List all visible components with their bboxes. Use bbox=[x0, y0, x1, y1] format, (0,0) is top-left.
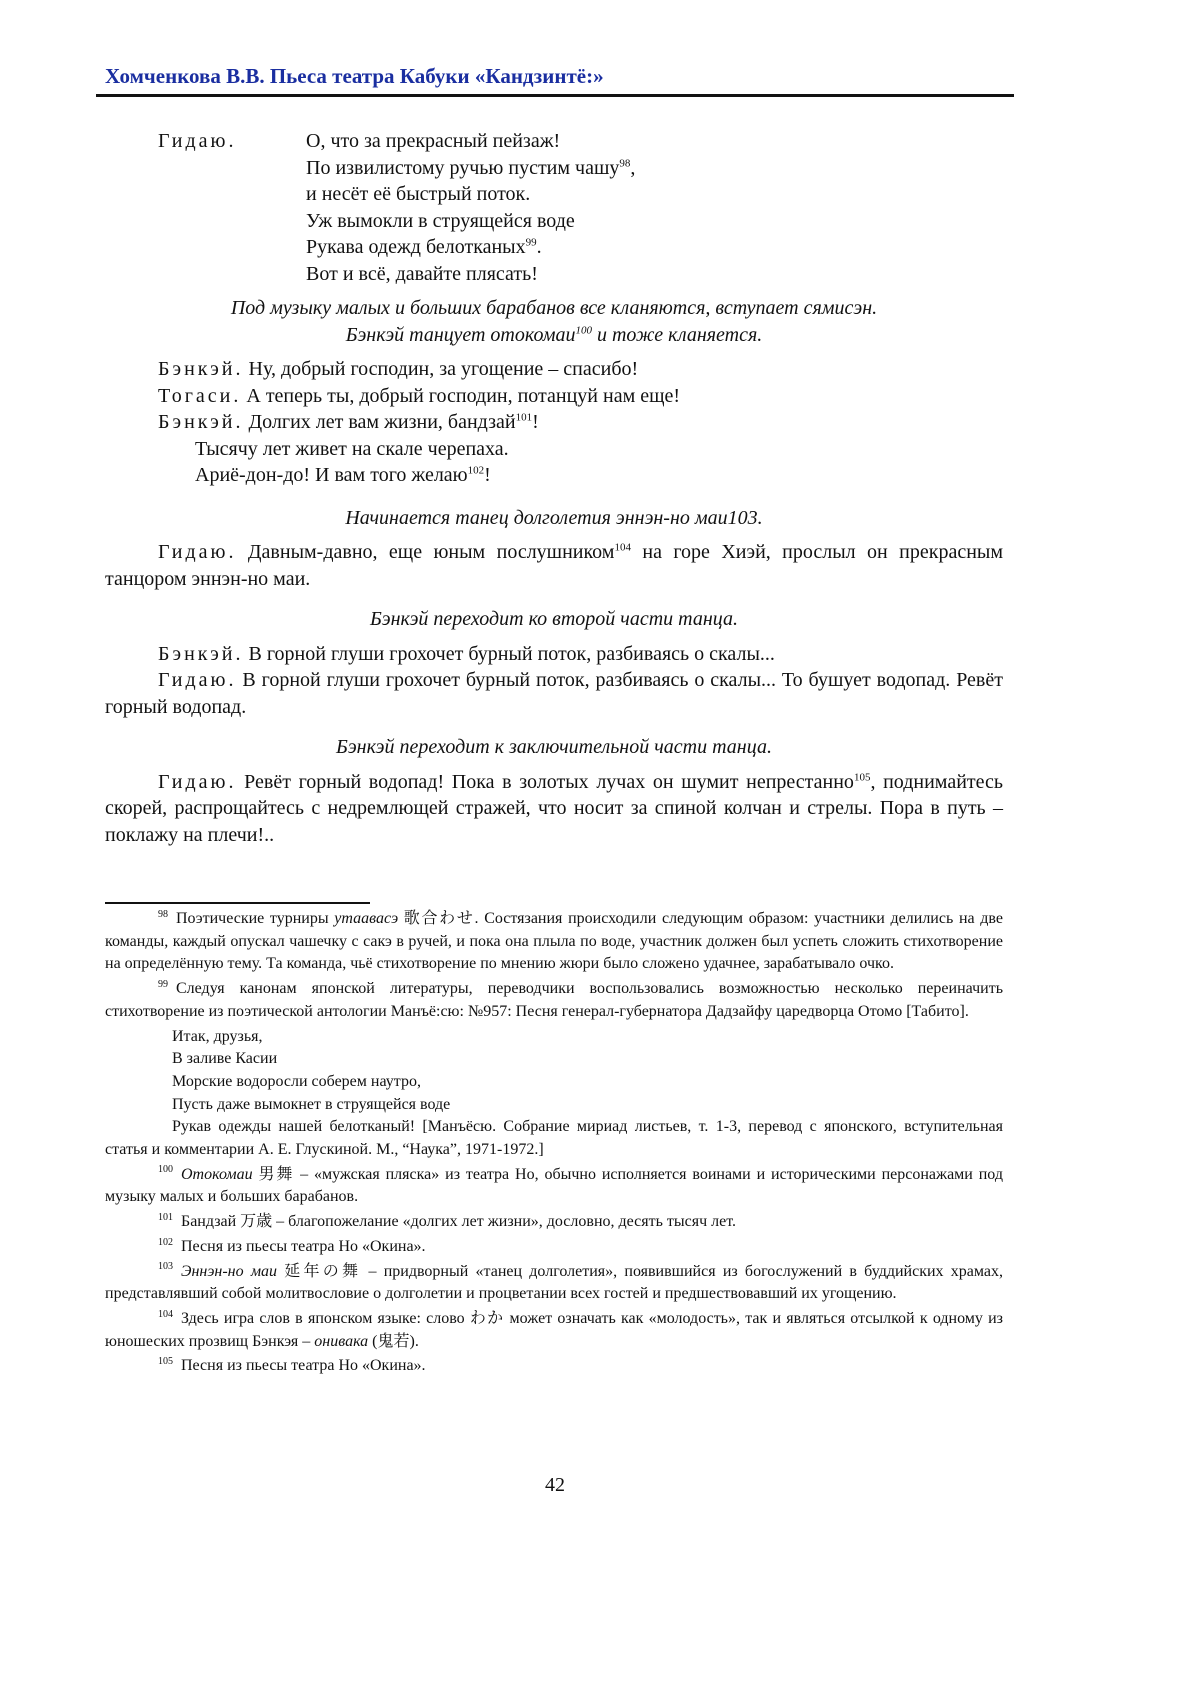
speech: Долгих лет вам жизни, бандзай bbox=[244, 411, 516, 433]
speech: А теперь ты, добрый господин, потанцуй нам еще! bbox=[241, 385, 680, 407]
speech: В горной глуши грохочет бурный поток, разбиваясь о скалы... То бушует водопад. Ревёт горный водопад. bbox=[105, 669, 1003, 718]
footnote-number: 105 bbox=[158, 1356, 173, 1367]
fn-term: онивака bbox=[314, 1333, 368, 1350]
fn-text: 延年の舞 – придворный «танец долголетия», появившийся из богослужений в буддийских храмах, представлявший собой молитвословие о долголетии и процветании всех гостей и предшествовавший их угощению. bbox=[105, 1263, 1003, 1303]
footnote-ref[interactable]: 102 bbox=[468, 464, 485, 476]
speaker: Гидаю. bbox=[158, 771, 237, 793]
punct: , bbox=[630, 157, 635, 179]
speaker: Бэнкэй. bbox=[158, 643, 244, 665]
speech: В горной глуши грохочет бурный поток, разбиваясь о скалы... bbox=[244, 643, 775, 665]
speaker: Тогаси. bbox=[158, 385, 241, 407]
footnote-separator bbox=[105, 902, 370, 904]
verse-line: Вот и всё, давайте плясать! bbox=[306, 263, 538, 285]
footnote-number: 101 bbox=[158, 1212, 173, 1223]
footnote-103 bbox=[105, 1261, 1003, 1306]
fn-text: Следуя канонам японской литературы, переводчики воспользовались возможностью несколько переиначить стихотворение из поэтической антологии Манъё:сю: №957: Песня генерал-губернатора Дадзайфу царедворца Отомо [Табито]. bbox=[105, 980, 1003, 1020]
speech: Ариё-дон-до! И вам того желаю bbox=[195, 464, 468, 486]
sd-line: и тоже кланяется. bbox=[592, 324, 762, 346]
dialogue-line: Тысячу лет живет на скале черепаха. bbox=[195, 436, 1003, 463]
footnote-ref[interactable]: 101 bbox=[516, 411, 533, 423]
dialogue-line bbox=[158, 356, 1003, 383]
speech: Ну, добрый господин, за угощение – спасибо! bbox=[244, 358, 639, 380]
header-rule bbox=[96, 94, 1014, 97]
stage-direction bbox=[105, 295, 1003, 348]
poem-line: Морские водоросли соберем наутро, bbox=[172, 1071, 1003, 1094]
dialogue-paragraph bbox=[105, 641, 1003, 668]
footnote-99 bbox=[105, 978, 1003, 1023]
speech: , поднимайтесь скорей, распрощайтесь с недремлющей стражей, что носит за спиной колчан и стрелы. Пора в путь – поклажу на плечи!.. bbox=[105, 771, 1003, 846]
speaker: Бэнкэй. bbox=[158, 358, 244, 380]
footnote-100 bbox=[105, 1164, 1003, 1209]
main-text bbox=[105, 128, 1003, 848]
fn-term: Эннэн-но маи bbox=[181, 1263, 277, 1280]
footnote-104 bbox=[105, 1308, 1003, 1353]
poem-line: Итак, друзья, bbox=[172, 1026, 1003, 1049]
verse-line: По извилистому ручью пустим чашу bbox=[306, 157, 619, 179]
verse-lines bbox=[306, 128, 635, 287]
fn-text: Песня из пьесы театра Но «Окина». bbox=[181, 1357, 426, 1374]
stage-direction: Начинается танец долголетия эннэн-но маи103. bbox=[105, 505, 1003, 532]
verse-line: и несёт её быстрый поток. bbox=[306, 183, 530, 205]
fn-text: 男舞 – «мужская пляска» из театра Но, обычно исполняется воинами и историческими персонажами под музыку малых и больших барабанов. bbox=[105, 1166, 1003, 1206]
dialogue-paragraph bbox=[105, 667, 1003, 720]
dialogue-line bbox=[158, 383, 1003, 410]
footnote-number: 104 bbox=[158, 1309, 173, 1320]
footnote-ref[interactable]: 100 bbox=[575, 324, 592, 336]
sd-line: Под музыку малых и больших барабанов все кланяются, вступает сямисэн. bbox=[105, 295, 1003, 322]
footnote-number: 102 bbox=[158, 1237, 173, 1248]
verse-line: Уж вымокли в струящейся воде bbox=[306, 210, 575, 232]
verse-block bbox=[158, 128, 1003, 287]
footnote-101 bbox=[105, 1211, 1003, 1234]
footnote-ref[interactable]: 105 bbox=[854, 771, 871, 783]
speaker: Гидаю. bbox=[158, 128, 306, 287]
punct: ! bbox=[532, 411, 539, 433]
dialogue-paragraph bbox=[105, 769, 1003, 849]
punct: ! bbox=[484, 464, 491, 486]
punct: . bbox=[537, 236, 542, 258]
poem-line: Пусть даже вымокнет в струящейся воде bbox=[172, 1094, 1003, 1117]
footnote-number: 103 bbox=[158, 1261, 173, 1272]
verse-line: Рукава одежд белотканых bbox=[306, 236, 526, 258]
stage-direction: Бэнкэй переходит ко второй части танца. bbox=[105, 606, 1003, 633]
stage-direction: Бэнкэй переходит к заключительной части танца. bbox=[105, 734, 1003, 761]
fn-text: Здесь игра слов в японском языке: слово わか может означать как «молодость», так и являться отсылкой к одному из юношеских прозвищ Бэнкэя – bbox=[105, 1310, 1003, 1350]
footnotes bbox=[105, 908, 1003, 1380]
footnote-98 bbox=[105, 908, 1003, 976]
fn-term: Отокомаи bbox=[181, 1166, 253, 1183]
footnote-ref[interactable]: 98 bbox=[619, 157, 630, 169]
footnote-number: 98 bbox=[158, 909, 168, 920]
footnote-105 bbox=[105, 1355, 1003, 1378]
fn-text: Песня из пьесы театра Но «Окина». bbox=[181, 1238, 426, 1255]
speech: Ревёт горный водопад! Пока в золотых лучах он шумит непрестанно bbox=[237, 771, 854, 793]
verse-line: О, что за прекрасный пейзаж! bbox=[306, 130, 560, 152]
fn-term: утаавасэ bbox=[334, 910, 398, 927]
poem-line: Рукав одежды нашей белотканый! [Манъёсю. Собрание мириад листьев, т. 1-3, перевод с японского, вступительная статья и комментарии А. Е. Глускиной. М., “Наука”, 1971-1972.] bbox=[105, 1116, 1003, 1161]
speech: Давным-давно, еще юным послушником bbox=[237, 541, 615, 563]
footnote-ref[interactable]: 104 bbox=[614, 541, 631, 553]
page-number: 42 bbox=[0, 1474, 1110, 1497]
poem-line: В заливе Касии bbox=[172, 1048, 1003, 1071]
fn-text: Поэтические турниры bbox=[176, 910, 334, 927]
running-header: Хомченкова В.В. Пьеса театра Кабуки «Кандзинтё:» bbox=[105, 64, 604, 89]
speech: на горе Хиэй, прослыл он прекрасным танцором эннэн-но маи. bbox=[105, 541, 1003, 590]
dialogue-paragraph bbox=[105, 539, 1003, 592]
speaker: Гидаю. bbox=[158, 669, 237, 691]
footnote-number: 100 bbox=[158, 1164, 173, 1175]
fn-text: (鬼若). bbox=[368, 1333, 419, 1350]
footnote-102 bbox=[105, 1236, 1003, 1259]
sd-line: Бэнкэй танцует отокомаи bbox=[346, 324, 576, 346]
dialogue-line bbox=[195, 462, 1003, 489]
fn-text: 歌合わせ. Состязания происходили следующим образом: участники делились на две команды, каждый опускал чашечку с сакэ в ручей, и пока она плыла по воде, участник должен был успеть сложить стихотворение на определённую тему. Та команда, чьё стихотворение по мнению жюри было сложено удачнее, зарабатывало очко. bbox=[105, 910, 1003, 972]
speaker: Гидаю. bbox=[158, 541, 237, 563]
footnote-number: 99 bbox=[158, 979, 168, 990]
document-page bbox=[0, 0, 1200, 1697]
dialogue-line bbox=[158, 409, 1003, 436]
speaker: Бэнкэй. bbox=[158, 411, 244, 433]
footnote-poem bbox=[172, 1026, 1003, 1117]
footnote-ref[interactable]: 99 bbox=[526, 236, 537, 248]
fn-text: Бандзай 万歳 – благопожелание «долгих лет жизни», дословно, десять тысяч лет. bbox=[181, 1213, 736, 1230]
